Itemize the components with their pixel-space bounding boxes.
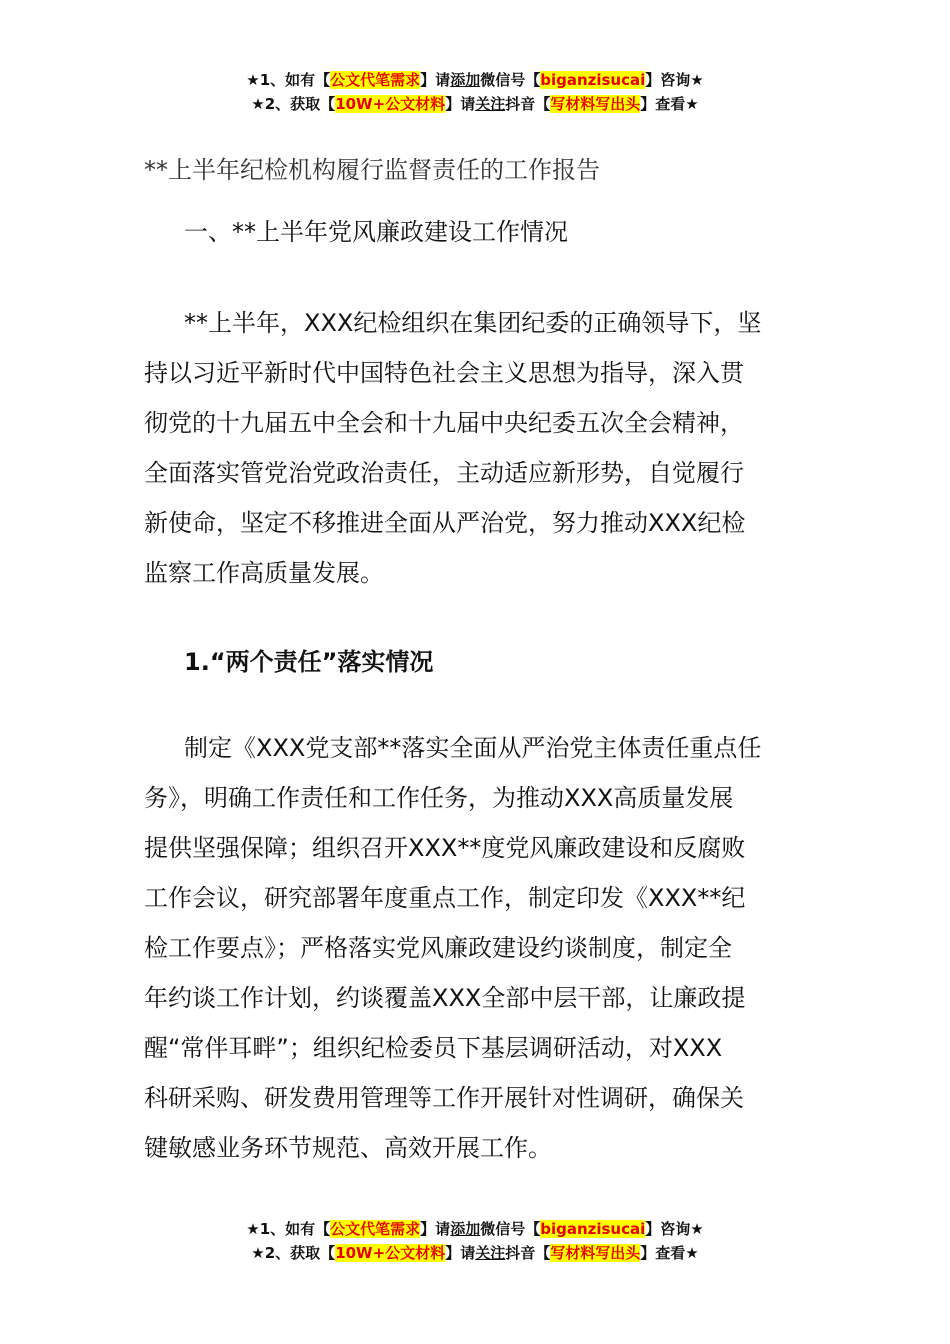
paragraph-line: 键敏感业务环节规范、高效开展工作。: [144, 1134, 552, 1162]
paragraph-1: [144, 298, 810, 598]
promo-douyin-id: 写材料写出头: [550, 95, 641, 113]
paragraph-line: 科研采购、研发费用管理等工作开展针对性调研，确保关: [144, 1084, 744, 1112]
paragraph-line: 全面落实管党治党政治责任，主动适应新形势，自觉履行: [144, 459, 744, 487]
promo-text: 】请: [420, 1220, 451, 1238]
promo-wechat-id: biganzisucai: [540, 1220, 646, 1238]
promo-text: 】咨询★: [645, 71, 704, 89]
promo-underline: 关注: [475, 1244, 506, 1262]
promo-highlight: 10W+公文材料: [335, 1244, 446, 1262]
promo-underline: 添加: [450, 1220, 481, 1238]
promo-douyin-id: 写材料写出头: [550, 1244, 641, 1262]
header-promo-banner: [0, 68, 950, 116]
promo-text: 】请: [445, 95, 476, 113]
promo-text: 微信号【: [480, 1220, 541, 1238]
promo-highlight: 10W+公文材料: [335, 95, 446, 113]
paragraph-line: 提供坚强保障；组织召开XXX**度党风廉政建设和反腐败: [144, 834, 746, 862]
promo-text: 】请: [420, 71, 451, 89]
subsection-heading: 1.“两个责任”落实情况: [184, 648, 434, 676]
promo-line-1: [0, 68, 950, 92]
promo-text: ★2、获取【: [251, 1244, 336, 1262]
footer-promo-banner: [0, 1217, 950, 1265]
paragraph-line: 持以习近平新时代中国特色社会主义思想为指导，深入贯: [144, 359, 744, 387]
promo-underline: 关注: [475, 95, 506, 113]
promo-text: 】请: [445, 1244, 476, 1262]
paragraph-2: [144, 723, 810, 1173]
promo-text: 抖音【: [505, 1244, 551, 1262]
paragraph-line: 醒“常伴耳畔”；组织纪检委员下基层调研活动，对XXX: [144, 1034, 723, 1062]
promo-text: 】咨询★: [645, 1220, 704, 1238]
promo-text: 微信号【: [480, 71, 541, 89]
promo-highlight: 公文代笔需求: [330, 71, 421, 89]
section-heading: 一、**上半年党风廉政建设工作情况: [184, 218, 568, 246]
paragraph-line: 检工作要点》；严格落实党风廉政建设约谈制度，制定全: [144, 934, 732, 962]
document-title: **上半年纪检机构履行监督责任的工作报告: [144, 156, 600, 184]
promo-text: ★1、如有【: [246, 1220, 331, 1238]
promo-line-1: [0, 1217, 950, 1241]
promo-text: ★2、获取【: [251, 95, 336, 113]
promo-line-2: [0, 1241, 950, 1265]
paragraph-line: 监察工作高质量发展。: [144, 559, 384, 587]
promo-underline: 添加: [450, 71, 481, 89]
paragraph-line: 彻党的十九届五中全会和十九届中央纪委五次全会精神，: [144, 409, 744, 437]
promo-text: 】查看★: [640, 1244, 699, 1262]
promo-text: 】查看★: [640, 95, 699, 113]
promo-text: ★1、如有【: [246, 71, 331, 89]
promo-line-2: [0, 92, 950, 116]
promo-wechat-id: biganzisucai: [540, 71, 646, 89]
paragraph-line: **上半年，XXX纪检组织在集团纪委的正确领导下，坚: [184, 309, 762, 337]
paragraph-line: 工作会议，研究部署年度重点工作，制定印发《XXX**纪: [144, 884, 746, 912]
paragraph-line: 制定《XXX党支部**落实全面从严治党主体责任重点任: [184, 734, 762, 762]
promo-text: 抖音【: [505, 95, 551, 113]
paragraph-line: 新使命，坚定不移推进全面从严治党，努力推动XXX纪检: [144, 509, 746, 537]
paragraph-line: 务》，明确工作责任和工作任务，为推动XXX高质量发展: [144, 784, 734, 812]
promo-highlight: 公文代笔需求: [330, 1220, 421, 1238]
paragraph-line: 年约谈工作计划，约谈覆盖XXX全部中层干部，让廉政提: [144, 984, 746, 1012]
